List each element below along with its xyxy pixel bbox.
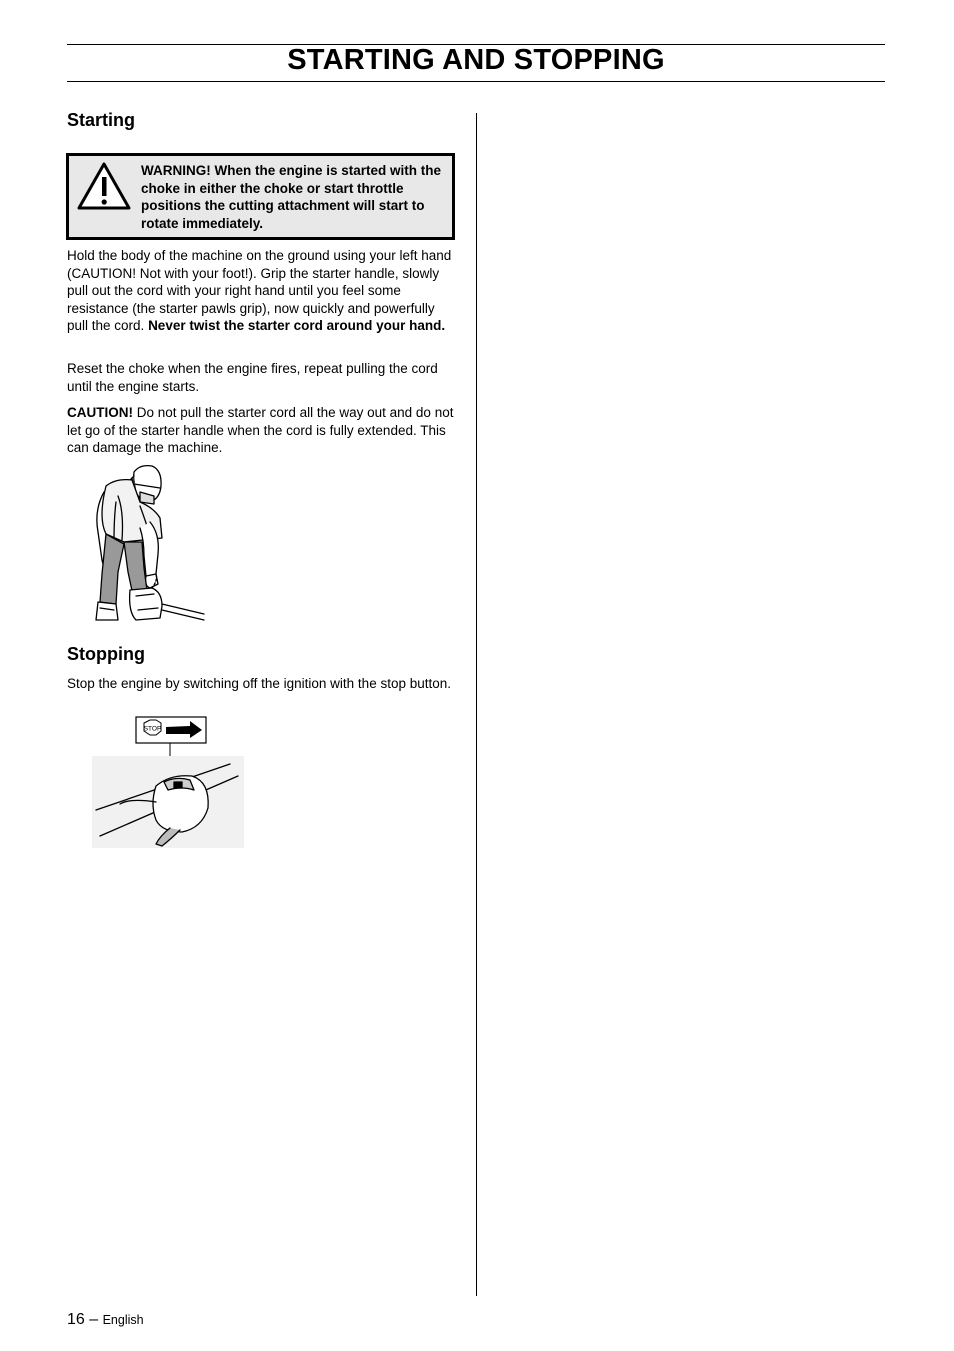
warning-triangle-icon: [76, 161, 132, 211]
starting-paragraph-1: [67, 247, 457, 335]
column-divider: [476, 113, 477, 1296]
header-rule-bottom: [67, 81, 885, 82]
stop-sign-icon: [144, 720, 162, 735]
starting-paragraph-2: Reset the choke when the engine fires, repeat pulling the cord until the engine starts.: [67, 361, 438, 394]
starting-heading: Starting: [67, 110, 136, 130]
caution-label: CAUTION!: [67, 405, 133, 420]
svg-text:STOP: STOP: [143, 725, 162, 733]
stopping-heading: Stopping: [67, 644, 145, 664]
footer-language: English: [102, 1313, 144, 1327]
warning-box: [66, 153, 455, 240]
stopping-paragraph: Stop the engine by switching off the ignition with the stop button.: [67, 676, 452, 691]
starting-paragraph-1-text: Hold the body of the machine on the ground using your left hand (CAUTION! Not with your foot!). Grip the starter handle, slowly pull out the cord with your right hand until you feel some resistance (the starter pawls grip), now quickly and powerfully pull the cord.: [67, 248, 452, 333]
page-footer: [67, 1311, 144, 1329]
page-number: 16 –: [67, 1311, 99, 1328]
caution-paragraph: [67, 404, 457, 457]
stop-button-illustration: [90, 716, 246, 850]
warning-text: WARNING! When the engine is started with the choke in either the choke or start throttle positions the cutting attachment will start to rotate immediately.: [141, 163, 442, 231]
starting-paragraph-1-bold: Never twist the starter cord around your hand.: [148, 318, 446, 333]
caution-text: Do not pull the starter cord all the way out and do not let go of the starter handle when the cord is fully extended. This can damage the machine.: [67, 405, 454, 455]
page-title: STARTING AND STOPPING: [287, 44, 665, 76]
starting-illustration: [88, 462, 210, 624]
